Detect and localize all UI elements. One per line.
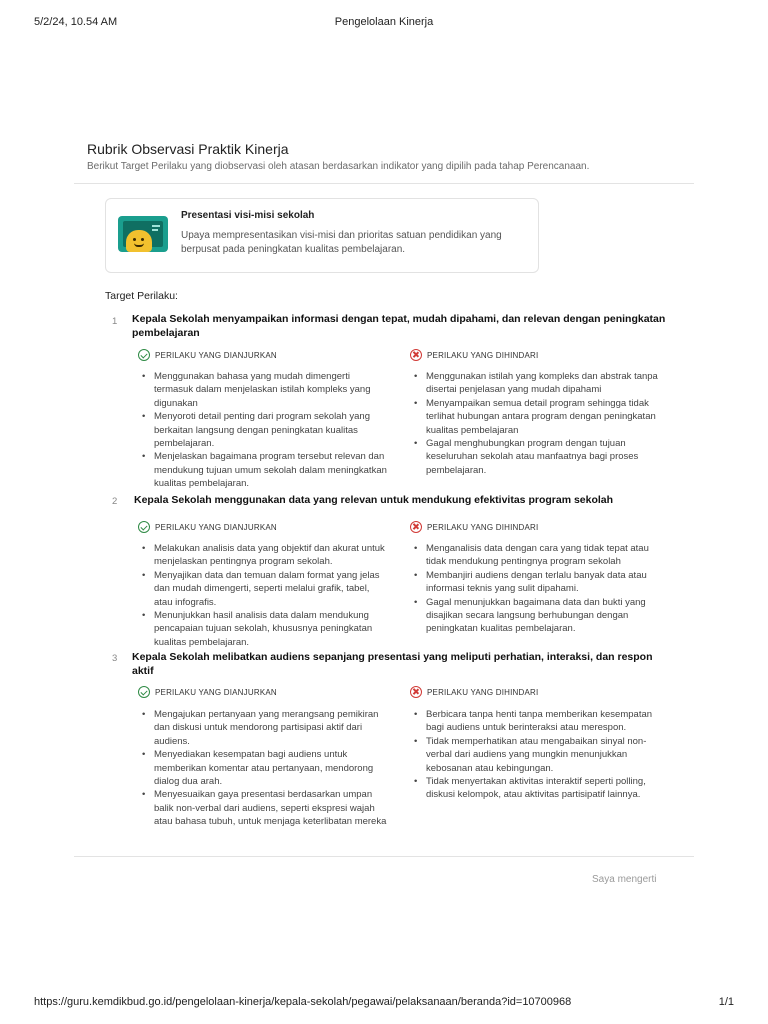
list-item: • Menyoroti detail penting dari program sekolah yang berkaitan langsung dengan peningkatan kualitas pembelajaran. xyxy=(138,410,388,450)
footer-divider xyxy=(74,856,694,857)
criterion-number: 3 xyxy=(112,653,118,664)
print-footer xyxy=(34,996,734,1010)
list-item: • Menyampaikan semua detail program sehingga tidak terlihat hubungan antara program dengan peningkatan kualitas pembelajaran xyxy=(410,397,660,437)
list-item: • Tidak memperhatikan atau mengabaikan sinyal non-verbal dari audiens yang mungkin menunjukkan kebosanan atau kebingungan. xyxy=(410,735,660,775)
list-item: • Menjelaskan bagaimana program tersebut relevan dan mendukung tujuan umum sekolah dalam meningkatkan kualitas pembelajaran. xyxy=(138,450,388,490)
print-page-count: 1/1 xyxy=(718,996,734,1008)
list-item: • Menggunakan istilah yang kompleks dan abstrak tanpa disertai penjelasan yang mudah dipahami xyxy=(410,370,660,397)
indicator-card xyxy=(105,198,539,273)
list-item: • Menyajikan data dan temuan dalam format yang jelas dan mudah dimengerti, seperti melalui grafik, tabel, atau infografis. xyxy=(138,569,388,609)
list-item: • Tidak menyertakan aktivitas interaktif seperti polling, diskusi kelompok, atau aktivitas partisipatif lainnya. xyxy=(410,775,660,802)
avoided-list xyxy=(410,370,660,477)
criterion-number: 1 xyxy=(112,316,118,327)
indicator-title: Presentasi visi-misi sekolah xyxy=(181,210,315,221)
x-circle-icon xyxy=(410,349,422,361)
criterion-number: 2 xyxy=(112,496,118,507)
check-circle-icon xyxy=(138,686,150,698)
list-item: • Mengajukan pertanyaan yang merangsang pemikiran dan diskusi untuk mendorong partisipasi aktif dari audiens. xyxy=(138,708,388,748)
list-item: • Menganalisis data dengan cara yang tidak tepat atau tidak mendukung pentingnya program sekolah xyxy=(410,542,660,569)
criterion-text: Kepala Sekolah menggunakan data yang relevan untuk mendukung efektivitas program sekolah xyxy=(134,494,614,506)
criterion-text: Kepala Sekolah melibatkan audiens sepanjang presentasi yang meliputi perhatian, interaksi, dan respon aktif xyxy=(132,651,653,677)
avoided-list xyxy=(410,542,660,636)
print-url: https://guru.kemdikbud.go.id/pengelolaan-kinerja/kepala-sekolah/pegawai/pelaksanaan/beranda?id=10700968 xyxy=(34,996,572,1008)
print-header xyxy=(34,16,734,30)
check-circle-icon xyxy=(138,349,150,361)
recommended-list xyxy=(138,370,388,491)
presentation-illustration-icon xyxy=(118,216,168,252)
list-item: • Menunjukkan hasil analisis data dalam mendukung pencapaian tujuan sekolah, khususnya peningkatan kualitas pembelajaran. xyxy=(138,609,388,649)
print-page-title: Pengelolaan Kinerja xyxy=(334,16,434,28)
modal-title: Rubrik Observasi Praktik Kinerja xyxy=(87,141,289,157)
list-item: • Menyesuaikan gaya presentasi berdasarkan umpan balik non-verbal dari audiens, seperti ekspresi wajah atau bahasa tubuh, untuk menjaga keterlibatan mereka xyxy=(138,788,388,828)
target-behavior-label: Target Perilaku: xyxy=(105,290,178,302)
check-circle-icon xyxy=(138,521,150,533)
list-item: • Gagal menunjukkan bagaimana data dan bukti yang disajikan secara langsung berhubungan dengan peningkatan kualitas pembelajaran. xyxy=(410,596,660,636)
understand-button[interactable]: Saya mengerti xyxy=(592,874,657,885)
list-item: • Menyediakan kesempatan bagi audiens untuk memberikan komentar atau pertanyaan, mendorong dialog dua arah. xyxy=(138,748,388,788)
indicator-description: Upaya mempresentasikan visi-misi dan prioritas satuan pendidikan yang berpusat pada peningkatan kualitas pembelajaran. xyxy=(181,230,502,255)
x-circle-icon xyxy=(410,521,422,533)
recommended-list xyxy=(138,708,388,829)
list-item: • Melakukan analisis data yang objektif dan akurat untuk menjelaskan pentingnya program sekolah. xyxy=(138,542,388,569)
avoided-list xyxy=(410,708,660,802)
print-datetime: 5/2/24, 10.54 AM xyxy=(34,16,118,28)
list-item: • Berbicara tanpa henti tanpa memberikan kesempatan bagi audiens untuk berinteraksi atau merespon. xyxy=(410,708,660,735)
modal-subtitle: Berikut Target Perilaku yang diobservasi oleh atasan berdasarkan indikator yang dipilih pada tahap Perencanaan. xyxy=(87,161,590,172)
list-item: • Menggunakan bahasa yang mudah dimengerti termasuk dalam menjelaskan istilah kompleks yang digunakan xyxy=(138,370,388,410)
list-item: • Gagal menghubungkan program dengan tujuan keseluruhan sekolah atau manfaatnya bagi proses pembelajaran. xyxy=(410,437,660,477)
recommended-list xyxy=(138,542,388,649)
header-divider xyxy=(74,183,694,184)
x-circle-icon xyxy=(410,686,422,698)
criterion-text: Kepala Sekolah menyampaikan informasi dengan tepat, mudah dipahami, dan relevan dengan peningkatan pembelajaran xyxy=(132,313,666,339)
list-item: • Membanjiri audiens dengan terlalu banyak data atau informasi teknis yang sulit dipahami. xyxy=(410,569,660,596)
